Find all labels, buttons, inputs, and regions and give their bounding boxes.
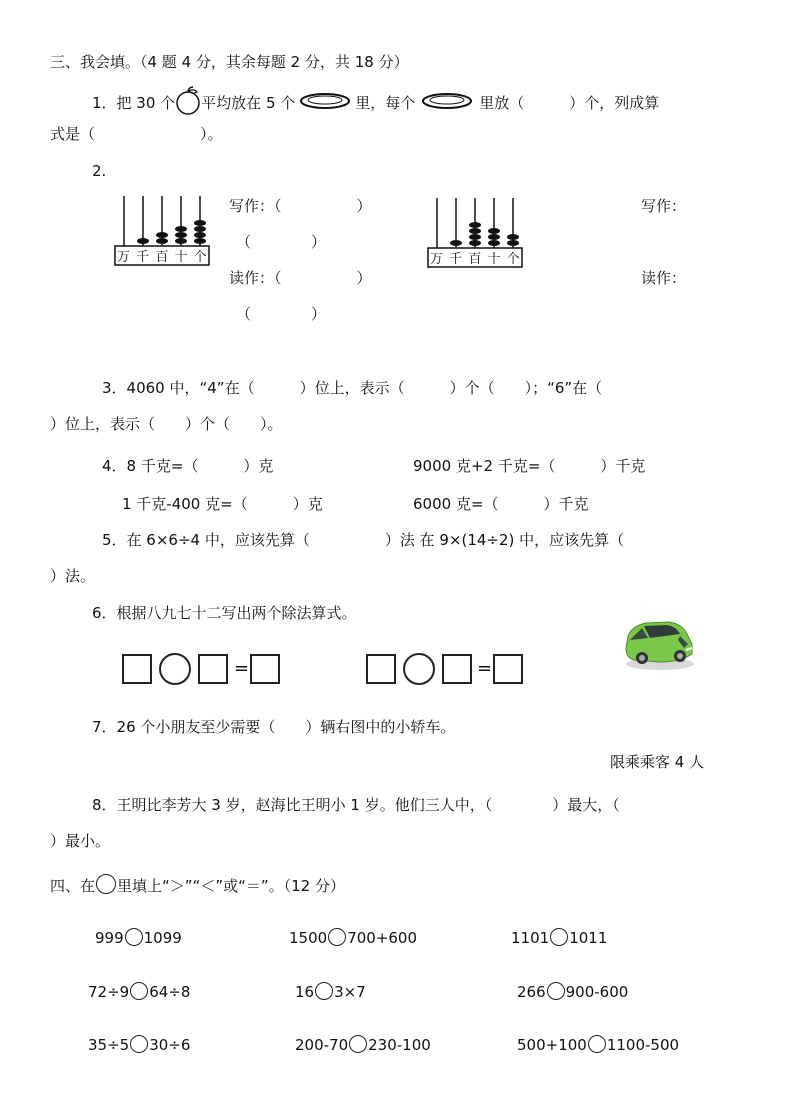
comparison-item — [517, 982, 628, 1002]
answer-box — [366, 654, 396, 684]
compare-circle[interactable] — [130, 1035, 148, 1053]
comparison-left: 1101 — [511, 929, 550, 947]
comparison-left: 500+100 — [517, 1036, 587, 1054]
place-label: 百 — [155, 250, 170, 265]
compare-circle[interactable] — [547, 982, 565, 1000]
q1-text-part1: 1．把 30 个 — [92, 94, 176, 112]
answer-box — [250, 654, 280, 684]
comparison-left: 1500 — [289, 929, 328, 947]
compare-circle-icon — [96, 874, 116, 894]
car-caption: 限乘乘客 4 人 — [610, 753, 705, 771]
car-icon — [620, 614, 698, 672]
comparison-right: 700+600 — [347, 929, 418, 947]
q1-line2: 式是（ ）。 — [50, 125, 223, 143]
comparison-right: 3×7 — [334, 983, 366, 1001]
place-label: 万 — [430, 252, 445, 267]
q1-text-part3: 里，每个 — [355, 94, 416, 112]
compare-circle[interactable] — [550, 928, 568, 946]
comparison-item — [88, 1035, 190, 1055]
place-label: 个 — [193, 250, 208, 265]
q4-c: 1 千克-400 克=（ ）克 — [122, 495, 323, 513]
abacus-1-labels — [117, 248, 208, 268]
place-label: 十 — [174, 250, 189, 265]
q2-write-1b: （ ） — [236, 233, 327, 251]
place-label: 千 — [449, 252, 464, 267]
q8-line2: ）最小。 — [50, 832, 111, 850]
comparison-item — [511, 928, 607, 948]
plate-icon — [421, 92, 473, 115]
q3-line1: 3．4060 中，“4”在（ ）位上，表示（ ）个（ ）；“6”在（ — [102, 379, 603, 397]
apple-icon — [175, 86, 201, 121]
operator-circle — [403, 653, 435, 685]
q2-write-1: 写作：（ ） — [229, 197, 372, 215]
comparison-right: 1011 — [569, 929, 608, 947]
compare-circle[interactable] — [315, 982, 333, 1000]
place-label: 十 — [487, 252, 502, 267]
comparison-right: 30÷6 — [149, 1036, 191, 1054]
comparison-left: 200-70 — [295, 1036, 349, 1054]
comparison-item — [295, 982, 366, 1002]
q1-text-part4: 里放（ ）个，列成算 — [479, 94, 660, 112]
section-3-heading: 三、我会填。（4 题 4 分，其余每题 2 分，共 18 分） — [50, 53, 409, 71]
equals-sign: = — [234, 658, 250, 679]
abacus-2-labels — [430, 250, 521, 270]
q2-number: 2. — [92, 162, 107, 180]
q2-read-2: 读作： — [641, 269, 687, 287]
comparison-right: 230-100 — [368, 1036, 431, 1054]
comparison-item — [295, 1035, 431, 1055]
place-label: 百 — [468, 252, 483, 267]
question-1 — [92, 86, 659, 121]
answer-box — [442, 654, 472, 684]
comparison-right: 64÷8 — [149, 983, 191, 1001]
q4-b: 9000 克+2 千克=（ ）千克 — [413, 457, 646, 475]
comparison-right: 1099 — [143, 929, 182, 947]
q8-line1: 8．王明比李芳大 3 岁，赵海比王明小 1 岁。他们三人中，（ ）最大，（ — [92, 796, 620, 814]
section-4-heading-pre: 四、在 — [50, 877, 96, 895]
compare-circle[interactable] — [328, 928, 346, 946]
q3-line2: ）位上，表示（ ）个（ ）。 — [50, 415, 283, 433]
comparison-item — [517, 1035, 679, 1055]
comparison-right: 1100-500 — [606, 1036, 680, 1054]
compare-circle[interactable] — [349, 1035, 367, 1053]
q4-a: 4．8 千克=（ ）克 — [102, 457, 274, 475]
answer-box — [198, 654, 228, 684]
q6-text: 6．根据八九七十二写出两个除法算式。 — [92, 604, 357, 622]
compare-circle[interactable] — [130, 982, 148, 1000]
q2-read-1: 读作：（ ） — [229, 269, 372, 287]
section-4-heading-post: 里填上“＞”“＜”或“＝”。（12 分） — [117, 877, 345, 895]
comparison-right: 900-600 — [565, 983, 629, 1001]
q5-line1: 5．在 6×6÷4 中，应该先算（ ）法 在 9×(14÷2) 中，应该先算（ — [102, 531, 625, 549]
answer-box — [493, 654, 523, 684]
place-label: 千 — [136, 250, 151, 265]
comparison-item — [88, 982, 190, 1002]
comparison-left: 16 — [295, 983, 315, 1001]
comparison-left: 72÷9 — [88, 983, 130, 1001]
section-4-heading — [50, 874, 345, 896]
q2-write-2: 写作： — [641, 197, 687, 215]
operator-circle — [159, 653, 191, 685]
place-label: 个 — [506, 252, 521, 267]
comparison-left: 999 — [95, 929, 124, 947]
q7-text: 7．26 个小朋友至少需要（ ）辆右图中的小轿车。 — [92, 718, 456, 736]
place-label: 万 — [117, 250, 132, 265]
compare-circle[interactable] — [588, 1035, 606, 1053]
compare-circle[interactable] — [125, 928, 143, 946]
comparison-left: 35÷5 — [88, 1036, 130, 1054]
comparison-item — [95, 928, 182, 948]
answer-box — [122, 654, 152, 684]
comparison-left: 266 — [517, 983, 546, 1001]
q4-d: 6000 克=（ ）千克 — [413, 495, 589, 513]
comparison-item — [289, 928, 417, 948]
q2-read-1b: （ ） — [236, 305, 327, 323]
q5-line2: ）法。 — [50, 567, 96, 585]
equals-sign: = — [477, 658, 493, 679]
q1-text-part2: 平均放在 5 个 — [201, 94, 296, 112]
plate-icon — [299, 92, 351, 115]
